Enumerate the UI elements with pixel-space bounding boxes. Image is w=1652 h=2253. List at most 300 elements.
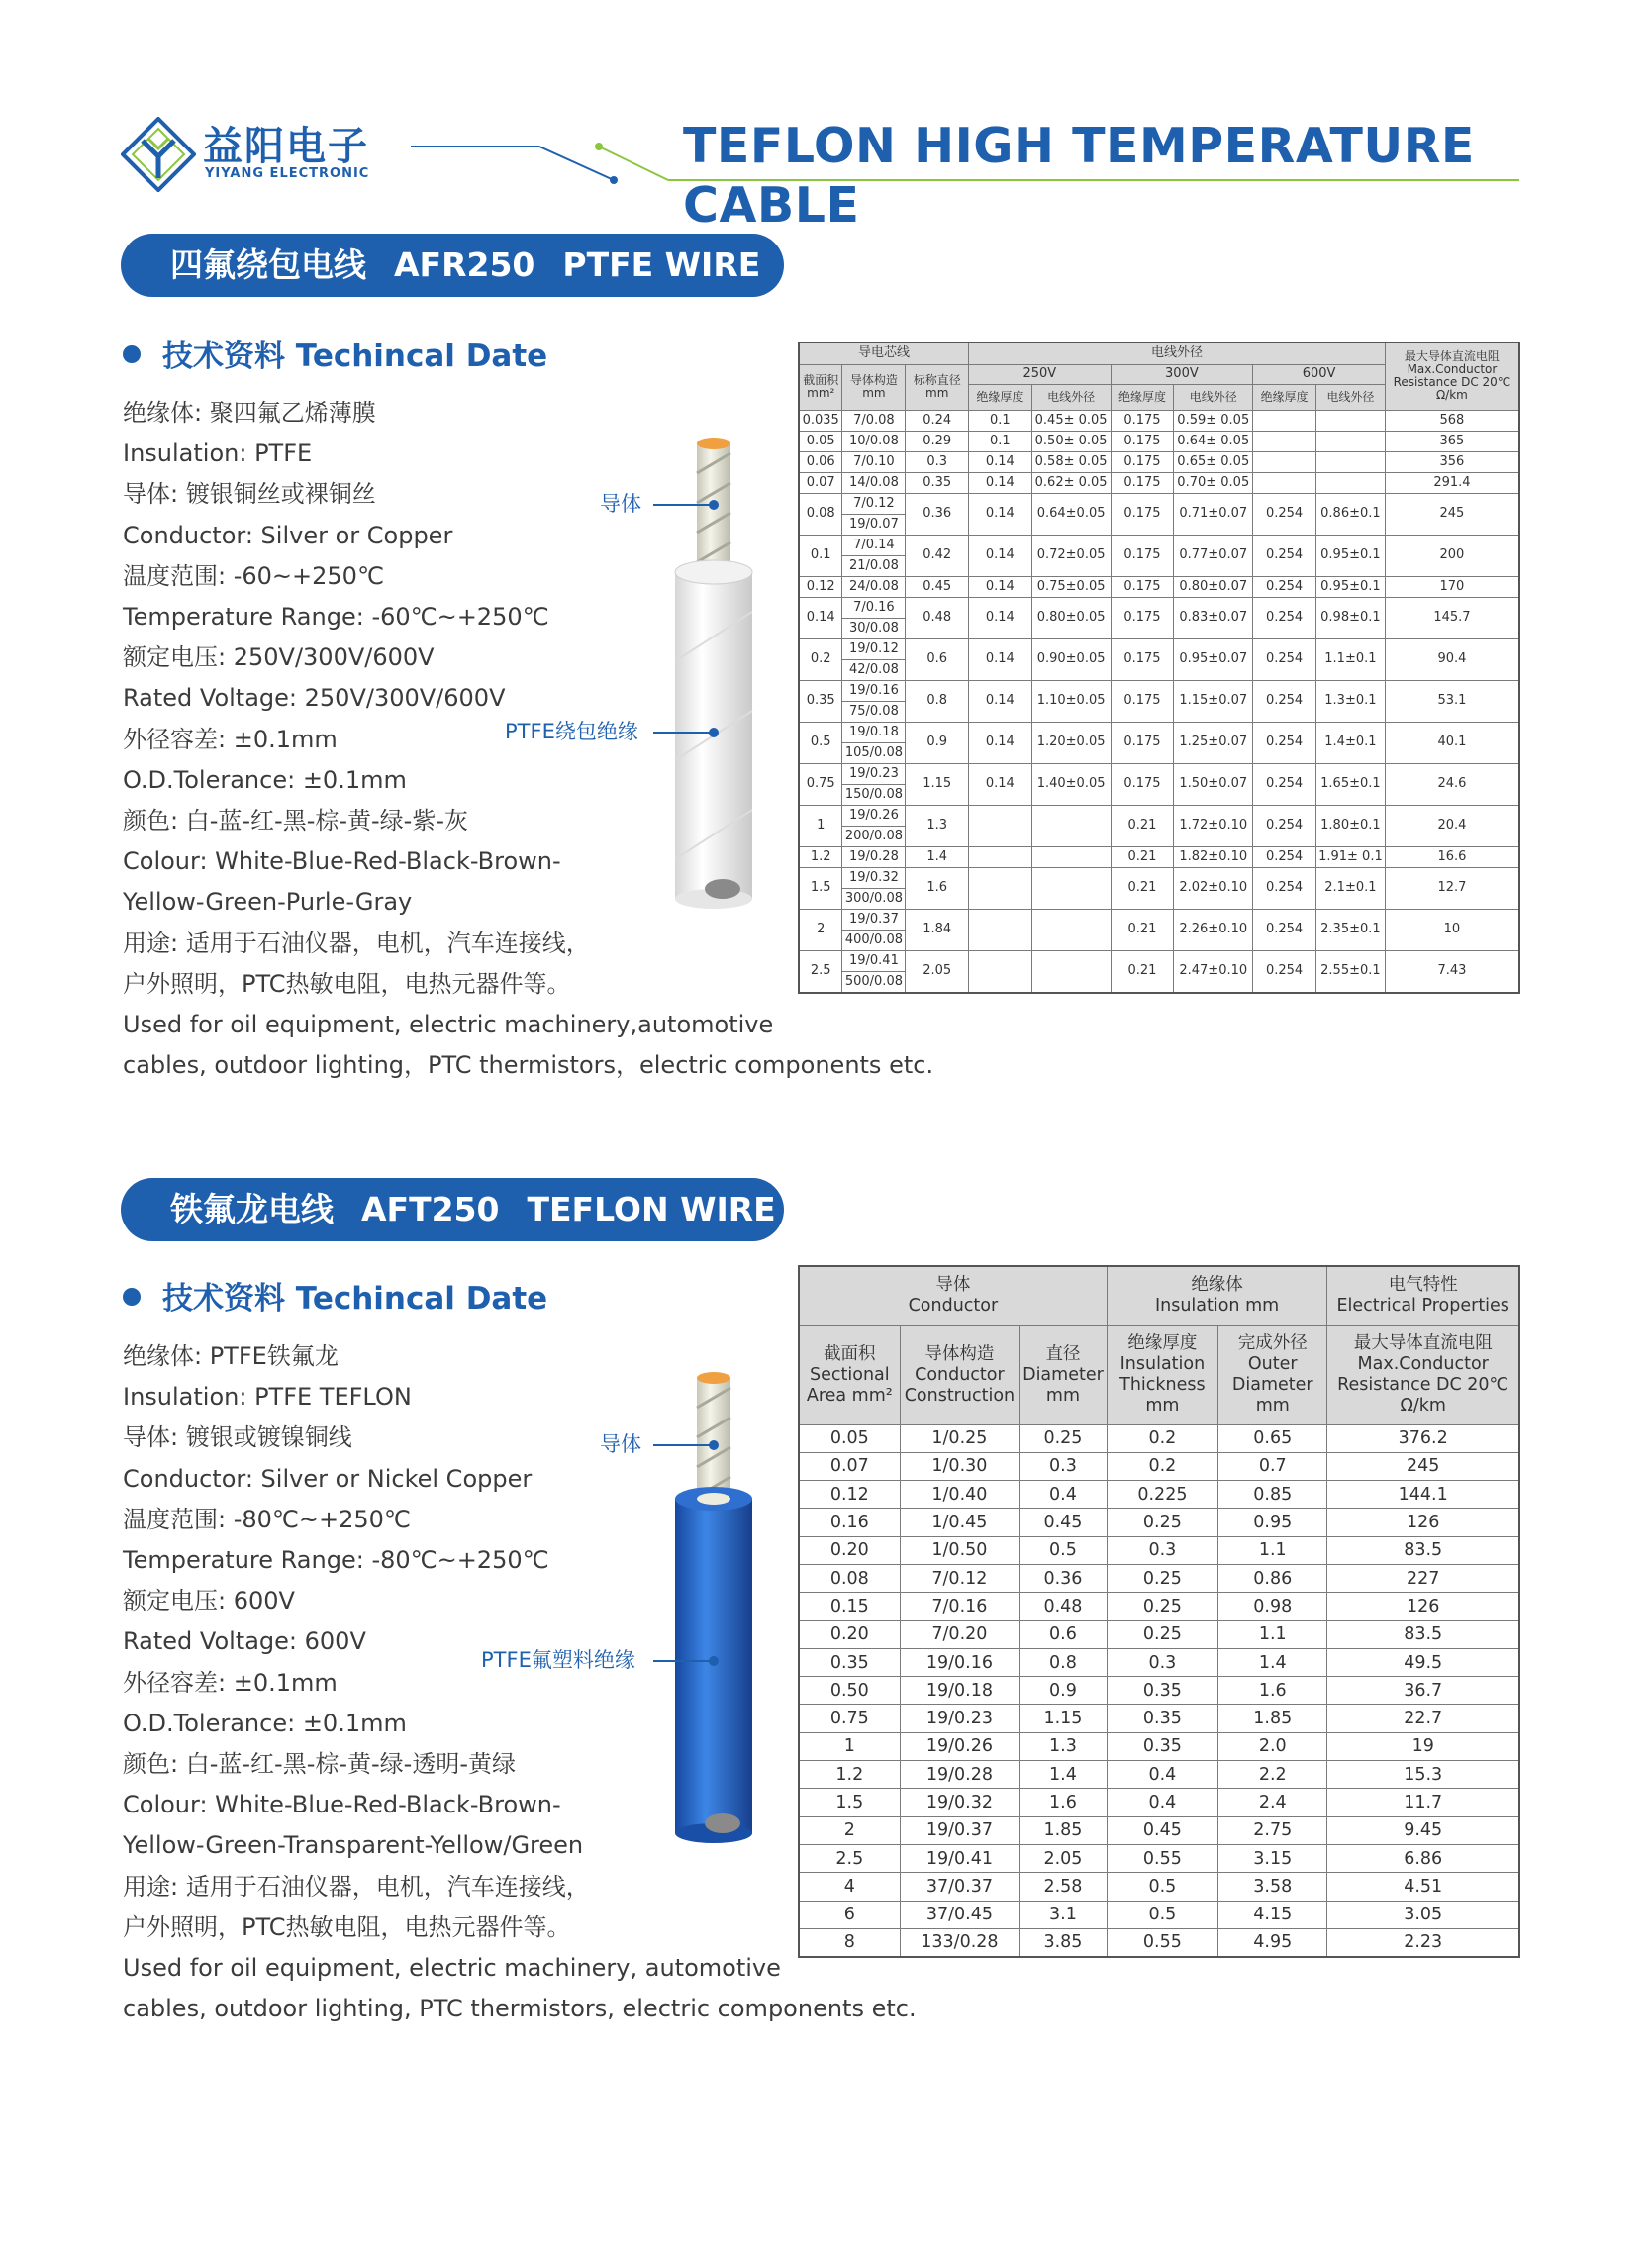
table-cell: 0.42 [906,535,969,576]
table-cell: 0.8 [906,680,969,722]
table-cell: 568 [1385,410,1519,431]
table-cell: 0.254 [1253,909,1316,950]
table-cell: 0.25 [1107,1620,1217,1648]
table-cell: 7/0.16 [900,1593,1020,1620]
table-cell: 0.48 [1020,1593,1108,1620]
table-cell: 4.51 [1327,1873,1519,1901]
table-cell: 2.05 [906,950,969,993]
table-cell: 0.254 [1253,576,1316,597]
table-cell: 0.90±0.05 [1031,638,1111,680]
table-cell: 16.6 [1385,846,1519,867]
table-cell: 1/0.25 [900,1424,1020,1452]
h-line: 导体构造 [924,1343,995,1364]
section1-banner [121,234,784,297]
table-cell: 37/0.37 [900,1873,1020,1901]
table-cell: 0.14 [969,451,1032,472]
brand-name-en: YIYANG ELECTRONIC [205,166,370,181]
table-cell: 2.2 [1218,1761,1327,1789]
group-line: 导体 [935,1275,971,1296]
table-cell: 1.1 [1218,1620,1327,1648]
header-cons-line: 导体构造 [849,373,898,387]
table-cell: 0.80±0.05 [1031,597,1111,638]
teflon-blue-cable-icon [665,1368,764,1843]
header-area [799,364,842,410]
h-line: Conductor [915,1364,1005,1385]
table-row [799,1901,1519,1928]
table-row [799,805,1519,846]
cell-construction: 7/0.10 [842,451,906,472]
spec-line: O.D.Tolerance: ±0.1mm [123,1709,407,1737]
h-line: Thickness [1119,1375,1206,1395]
header-res-line: Max.Conductor [1407,362,1498,377]
header-outer-dia: 电线外径 [1315,384,1385,410]
header-construction [900,1325,1020,1424]
table-cell: 0.3 [1020,1452,1108,1480]
table-cell: 2.75 [1218,1816,1327,1844]
header-250v: 250V [969,364,1112,384]
table-cell [969,805,1032,846]
table-cell: 0.45 [906,576,969,597]
table-cell: 0.35 [1107,1705,1217,1732]
table-cell: 0.55 [1107,1928,1217,1956]
table-cell: 144.1 [1327,1481,1519,1509]
cell-construction: 19/0.28 [842,846,906,867]
table-cell [1031,805,1111,846]
table-row [799,535,1519,576]
h-line: mm [1255,1396,1290,1416]
cell-construction-a: 7/0.12 [842,494,905,515]
h-line: Insulation [1119,1354,1206,1374]
table-cell: 2.1±0.1 [1315,867,1385,909]
bullet-icon [123,1288,141,1306]
table-row [799,1677,1519,1705]
table-cell: 1.80±0.1 [1315,805,1385,846]
table-cell: 4 [799,1873,900,1901]
h-line: Construction [904,1385,1016,1406]
table-cell: 0.75 [799,763,842,805]
table-cell: 0.6 [1020,1620,1108,1648]
table-cell: 2.02±0.10 [1174,867,1253,909]
table-cell: 0.14 [969,680,1032,722]
spec-line: Rated Voltage: 250V/300V/600V [123,684,506,713]
cell-construction-a: 7/0.16 [842,598,905,619]
h-line: Area mm² [806,1385,893,1406]
group-insulation [1107,1266,1327,1325]
table-cell: 0.175 [1111,576,1174,597]
group-line: Insulation mm [1154,1296,1280,1317]
table-cell: 10 [1385,909,1519,950]
table-cell: 0.5 [1020,1536,1108,1564]
table-cell: 0.6 [906,638,969,680]
table-cell [1031,909,1111,950]
cell-construction-b: 30/0.08 [848,620,899,636]
table-cell [1031,867,1111,909]
spec-line: 用途: 适用于石油仪器，电机，汽车连接线， [123,929,590,957]
table-cell: 0.95 [1218,1509,1327,1536]
table-cell: 0.12 [799,576,842,597]
table-cell: 0.5 [1107,1901,1217,1928]
table-cell: 3.85 [1020,1928,1108,1956]
table-cell: 1.84 [906,909,969,950]
table-cell: 0.29 [906,431,969,451]
table-row [799,1536,1519,1564]
header-outer-dia: 电线外径 [1031,384,1111,410]
table-cell: 1.85 [1218,1705,1327,1732]
table-row [799,722,1519,763]
table-cell: 0.14 [969,722,1032,763]
table-cell [1253,451,1316,472]
table-cell: 0.25 [1107,1593,1217,1620]
table-cell: 0.175 [1111,431,1174,451]
cell-construction-a: 19/0.23 [842,764,905,785]
table-cell: 36.7 [1327,1677,1519,1705]
table-cell: 6.86 [1327,1844,1519,1872]
group-conductor [799,1266,1107,1325]
cell-construction [842,867,906,909]
table-cell: 0.175 [1111,451,1174,472]
table-cell: 0.07 [799,1452,900,1480]
h-line: Diameter [1022,1364,1104,1385]
table-row [799,597,1519,638]
table-cell: 2.05 [1020,1844,1108,1872]
section2-callout-insulation: PTFE氟塑料绝缘 [481,1648,635,1672]
cell-construction-a: 19/0.37 [842,910,905,931]
cell-construction-b: 105/0.08 [844,744,903,760]
h-line: Sectional [810,1364,890,1385]
table-cell: 0.254 [1253,867,1316,909]
cell-construction-a: 19/0.26 [842,806,905,827]
table-cell: 1.85 [1020,1816,1108,1844]
table-cell: 0.12 [799,1481,900,1509]
table-cell: 0.25 [1107,1509,1217,1536]
table-cell [1315,451,1385,472]
spec-line: Temperature Range: -80℃~+250℃ [123,1546,549,1575]
table-cell: 0.4 [1107,1789,1217,1816]
cell-construction-a: 19/0.41 [842,951,905,972]
spec-line: Used for oil equipment, electric machinery,automotive [123,1011,774,1039]
table-cell: 0.254 [1253,535,1316,576]
table-cell: 0.07 [799,472,842,493]
header-res-line: Resistance DC 20℃ [1393,375,1511,390]
table-cell [969,846,1032,867]
table-row [799,576,1519,597]
section2-banner [121,1178,784,1241]
spec-line: Temperature Range: -60℃~+250℃ [123,603,549,632]
h-line: Outer [1247,1354,1298,1374]
table-cell: 0.86 [1218,1564,1327,1592]
group-line: 绝缘体 [1191,1275,1243,1296]
table-cell: 1.72±0.10 [1174,805,1253,846]
table-cell: 22.7 [1327,1705,1519,1732]
table-cell: 245 [1385,493,1519,535]
section1-callout-insulation: PTFE绕包绝缘 [505,720,638,743]
table-cell: 0.06 [799,451,842,472]
section2-banner-cn: 铁氟龙电线 [170,1190,334,1228]
callout-line [653,1660,715,1662]
table-cell: 0.95±0.1 [1315,535,1385,576]
table-cell: 37/0.45 [900,1901,1020,1928]
table-cell: 0.254 [1253,597,1316,638]
table-cell: 0.175 [1111,535,1174,576]
spec-line: 绝缘体: 聚四氟乙烯薄膜 [123,399,376,427]
aft250-table-body [799,1424,1519,1957]
table-row [799,1816,1519,1844]
table-cell: 0.70± 0.05 [1174,472,1253,493]
table-cell: 0.65± 0.05 [1174,451,1253,472]
section1-banner-cn: 四氟绕包电线 [170,245,366,284]
table-cell: 126 [1327,1509,1519,1536]
table-cell: 2.5 [799,1844,900,1872]
table-cell: 0.175 [1111,763,1174,805]
table-cell: 15.3 [1327,1761,1519,1789]
header-outer-diameter [1218,1325,1327,1424]
table-cell: 1.2 [799,846,842,867]
cell-construction-b: 500/0.08 [844,973,903,989]
spec-line: cables, outdoor lighting，PTC thermistors，electric components etc. [123,1051,934,1080]
cell-construction-a: 19/0.16 [842,681,905,702]
callout-dot-icon [709,1440,719,1450]
table-cell: 6 [799,1901,900,1928]
table-cell: 0.254 [1253,805,1316,846]
section1-banner-model: AFR250 [394,245,535,284]
table-row [799,1928,1519,1956]
table-cell: 0.95±0.07 [1174,638,1253,680]
table-cell: 0.9 [1020,1677,1108,1705]
spec-line: Rated Voltage: 600V [123,1627,366,1656]
table-cell: 200 [1385,535,1519,576]
table-cell: 7/0.20 [900,1620,1020,1648]
table-cell: 1.50±0.07 [1174,763,1253,805]
header-thickness: 绝缘厚度 [969,384,1032,410]
header-300v: 300V [1111,364,1253,384]
table-cell: 1/0.45 [900,1509,1020,1536]
table-cell: 0.14 [799,597,842,638]
header-resistance [1327,1325,1519,1424]
header-thickness: 绝缘厚度 [1111,384,1174,410]
table-cell: 0.3 [1107,1536,1217,1564]
cell-construction-b: 200/0.08 [844,828,903,843]
table-cell: 0.71±0.07 [1174,493,1253,535]
table-cell: 0.254 [1253,950,1316,993]
table-cell: 0.5 [1107,1873,1217,1901]
h-line: Max.Conductor [1357,1354,1489,1374]
table-cell: 8 [799,1928,900,1956]
table-cell: 0.21 [1111,909,1174,950]
cell-construction: 24/0.08 [842,576,906,597]
table-row [799,1648,1519,1676]
table-row [799,867,1519,909]
section2-banner-en: TEFLON WIRE [527,1190,776,1228]
table-cell: 0.14 [969,638,1032,680]
spec-line: cables, outdoor lighting, PTC thermistors, electric components etc. [123,1995,917,2023]
table-cell [969,909,1032,950]
table-cell: 1.25±0.07 [1174,722,1253,763]
group-line: Electrical Properties [1336,1296,1509,1317]
callout-line [653,1444,715,1446]
table-cell: 2.4 [1218,1789,1327,1816]
table-cell: 126 [1327,1593,1519,1620]
table-row [799,1789,1519,1816]
table-cell: 0.254 [1253,680,1316,722]
table-cell: 1.4±0.1 [1315,722,1385,763]
table-cell [969,950,1032,993]
table-cell: 19/0.37 [900,1816,1020,1844]
table-cell: 0.45 [1020,1509,1108,1536]
spec-line: 额定电压: 600V [123,1587,295,1616]
table-cell: 1.3±0.1 [1315,680,1385,722]
table-cell: 0.175 [1111,493,1174,535]
table-cell: 0.48 [906,597,969,638]
table-cell [1315,472,1385,493]
table-cell: 133/0.28 [900,1928,1020,1956]
section1-callout-conductor: 导体 [600,492,641,516]
h-line: 截面积 [824,1343,876,1364]
table-cell: 2.5 [799,950,842,993]
table-cell: 1.4 [1218,1648,1327,1676]
spec-line: 外径容差: ±0.1mm [123,725,338,753]
table-row [799,1873,1519,1901]
table-cell: 0.254 [1253,846,1316,867]
table-cell: 0.45 [1107,1816,1217,1844]
section2-subhead-text: 技术资料 Techincal Date [162,1281,548,1317]
spec-line: 用途: 适用于石油仪器，电机，汽车连接线， [123,1872,590,1901]
table-cell: 0.45± 0.05 [1031,410,1111,431]
table-cell: 40.1 [1385,722,1519,763]
spec-line: Yellow-Green-Transparent-Yellow/Green [123,1831,584,1860]
table-cell: 1.1±0.1 [1315,638,1385,680]
table-cell: 0.36 [906,493,969,535]
table-cell: 0.21 [1111,950,1174,993]
group-line: Conductor [908,1296,999,1317]
table-cell: 2.55±0.1 [1315,950,1385,993]
table-cell: 0.1 [799,535,842,576]
table-cell: 3.1 [1020,1901,1108,1928]
table-cell [1253,410,1316,431]
table-row [799,1732,1519,1760]
table-cell: 24.6 [1385,763,1519,805]
table-cell: 1.65±0.1 [1315,763,1385,805]
header-core: 导电芯线 [799,343,969,364]
table-cell: 0.35 [1107,1732,1217,1760]
table-cell [1253,431,1316,451]
table-row [799,1620,1519,1648]
table-cell: 145.7 [1385,597,1519,638]
table-cell: 227 [1327,1564,1519,1592]
table-cell: 83.5 [1327,1536,1519,1564]
table-cell: 0.20 [799,1620,900,1648]
section2-subhead [123,1279,547,1319]
table-cell: 0.35 [799,1648,900,1676]
brand-name-cn: 益阳电子 [203,124,369,169]
table-cell [969,867,1032,909]
table-cell: 2.35±0.1 [1315,909,1385,950]
table-cell: 0.98 [1218,1593,1327,1620]
table-cell [1031,950,1111,993]
brand-logo-icon [121,117,196,192]
cell-construction-b: 19/0.07 [848,516,899,532]
callout-dot-icon [709,500,719,510]
table-cell: 0.21 [1111,867,1174,909]
table-cell: 0.175 [1111,722,1174,763]
spec-line: 颜色: 白-蓝-红-黑-棕-黄-绿-透明-黄绿 [123,1750,516,1779]
table-cell: 0.3 [1107,1648,1217,1676]
section2-callout-conductor: 导体 [600,1432,641,1456]
table-cell: 83.5 [1327,1620,1519,1648]
table-row [799,1424,1519,1452]
table-cell: 0.75 [799,1705,900,1732]
header-construction [842,364,906,410]
table-cell: 19/0.18 [900,1677,1020,1705]
h-line: Resistance DC 20℃ [1337,1375,1509,1395]
table-cell: 1.2 [799,1761,900,1789]
table-cell: 0.254 [1253,763,1316,805]
table-cell: 0.8 [1020,1648,1108,1676]
table-cell: 291.4 [1385,472,1519,493]
table-cell: 0.175 [1111,410,1174,431]
table-row [799,1452,1519,1480]
header-area [799,1325,900,1424]
cell-construction [842,805,906,846]
table-cell: 0.175 [1111,472,1174,493]
table-cell: 90.4 [1385,638,1519,680]
table-cell: 0.72±0.05 [1031,535,1111,576]
table-cell: 12.7 [1385,867,1519,909]
spec-line: 户外照明，PTC热敏电阻，电热元器件等。 [123,969,571,998]
table-cell: 19 [1327,1732,1519,1760]
table-cell: 0.14 [969,597,1032,638]
header-res-line: 最大导体直流电阻 [1404,349,1500,364]
table-cell: 1.3 [1020,1732,1108,1760]
table-cell: 1.4 [1020,1761,1108,1789]
table-cell: 0.58± 0.05 [1031,451,1111,472]
table-cell: 0.05 [799,431,842,451]
table-cell [1253,472,1316,493]
table-cell: 19/0.41 [900,1844,1020,1872]
table-cell: 1/0.50 [900,1536,1020,1564]
table-cell: 0.08 [799,1564,900,1592]
section1-subhead-text: 技术资料 Techincal Date [162,339,548,374]
table-cell: 0.9 [906,722,969,763]
table-cell: 7.43 [1385,950,1519,993]
table-cell: 0.86±0.1 [1315,493,1385,535]
table-cell: 0.175 [1111,597,1174,638]
section2-banner-model: AFT250 [361,1190,500,1228]
table-cell: 0.25 [1107,1564,1217,1592]
table-cell: 0.50 [799,1677,900,1705]
table-cell: 0.254 [1253,722,1316,763]
table-cell: 0.75±0.05 [1031,576,1111,597]
table-cell: 1.1 [1218,1536,1327,1564]
table-row [799,493,1519,535]
cell-construction-b: 300/0.08 [844,890,903,906]
spec-line: Yellow-Green-Purle-Gray [123,888,413,917]
cell-construction: 14/0.08 [842,472,906,493]
table-cell: 0.5 [799,722,842,763]
cell-construction-b: 42/0.08 [848,661,899,677]
h-line: mm [1045,1385,1080,1406]
header-od: 电线外径 [969,343,1386,364]
table-cell: 1.82±0.10 [1174,846,1253,867]
table-row [799,638,1519,680]
table-cell: 3.15 [1218,1844,1327,1872]
table-row [799,1705,1519,1732]
table-cell: 2.47±0.10 [1174,950,1253,993]
afr250-spec-table [798,342,1520,994]
h-line: 完成外径 [1237,1333,1308,1353]
header-thickness: 绝缘厚度 [1253,384,1316,410]
table-cell: 1.91± 0.1 [1315,846,1385,867]
table-cell: 2 [799,909,842,950]
